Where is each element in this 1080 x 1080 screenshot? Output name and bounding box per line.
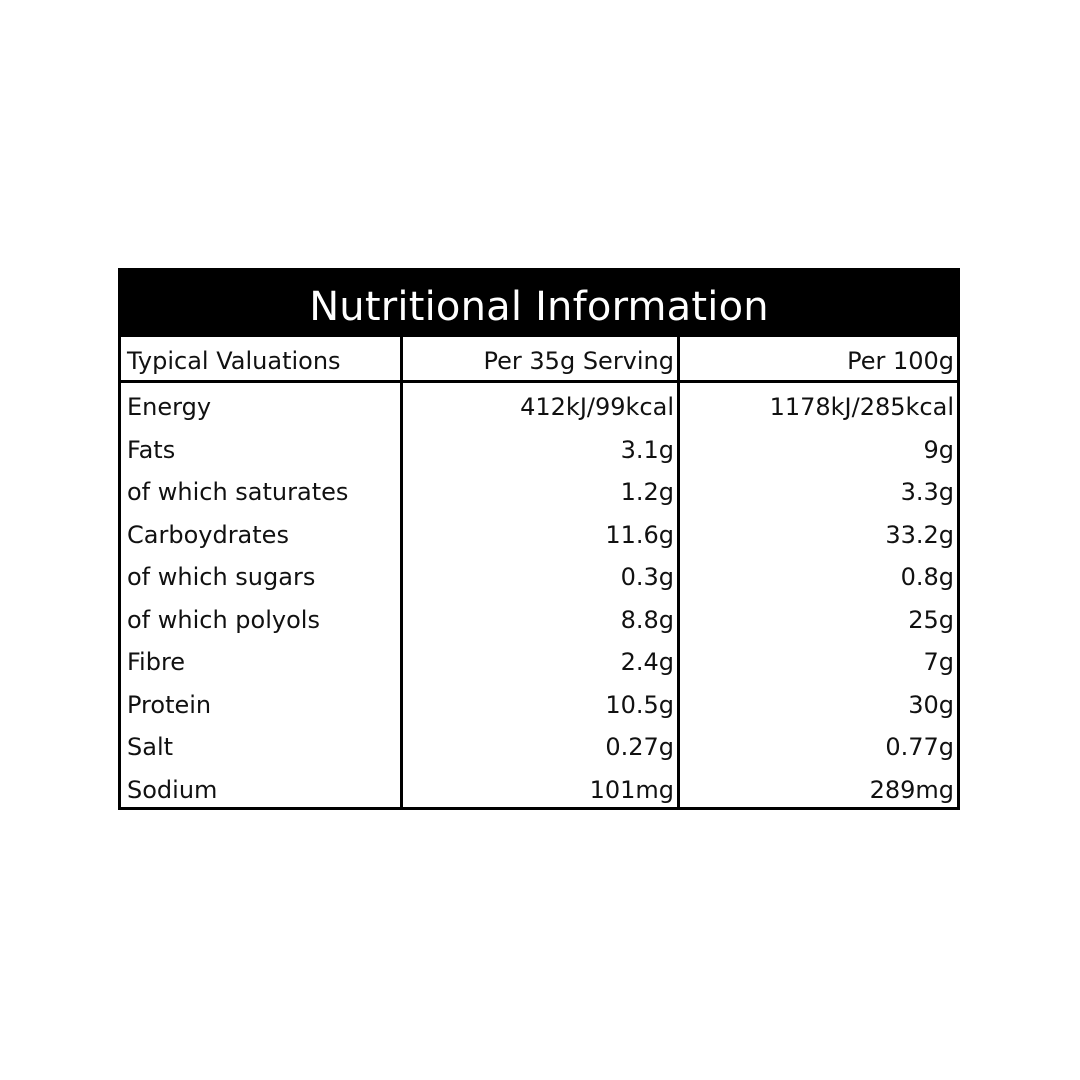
- nutrient-name: Fats: [127, 435, 176, 464]
- per-serving-value: 3.1g: [620, 435, 674, 464]
- nutrient-name: of which sugars: [127, 563, 316, 591]
- per-serving-value: 8.8g: [620, 605, 674, 634]
- per-100g-value: 3.3g: [900, 478, 954, 506]
- nutrient-name: Energy: [127, 393, 212, 421]
- per-100g-value: 25g: [908, 605, 954, 634]
- per-serving-value: 412kJ/99kcal: [520, 393, 674, 421]
- column-header-per-100g: Per 100g: [847, 347, 954, 375]
- nutrient-name: Fibre: [127, 648, 186, 676]
- header-divider: [121, 380, 957, 383]
- per-100g-value: 1178kJ/285kcal: [769, 393, 954, 421]
- per-100g-value: 33.2g: [885, 520, 954, 549]
- per-100g-value: 0.77g: [885, 733, 954, 761]
- nutrient-name: Protein: [127, 690, 212, 719]
- nutrition-table: [118, 268, 960, 810]
- per-serving-value: 2.4g: [620, 648, 674, 676]
- per-100g-value: 9g: [923, 435, 954, 464]
- nutrient-name: of which saturates: [127, 478, 349, 506]
- nutrient-name: of which polyols: [127, 605, 320, 634]
- per-serving-value: 0.3g: [620, 563, 674, 591]
- column-header-nutrient: Typical Valuations: [127, 347, 341, 375]
- per-serving-value: 10.5g: [605, 690, 674, 719]
- nutrient-name: Carboydrates: [127, 520, 289, 549]
- per-100g-value: 7g: [923, 648, 954, 676]
- per-serving-value: 11.6g: [605, 520, 674, 549]
- per-100g-value: 30g: [908, 690, 954, 719]
- per-serving-value: 101mg: [589, 775, 674, 804]
- nutrient-name: Sodium: [127, 775, 218, 804]
- per-serving-value: 0.27g: [605, 733, 674, 761]
- per-serving-value: 1.2g: [620, 478, 674, 506]
- nutrient-name: Salt: [127, 733, 174, 761]
- column-header-per-serving: Per 35g Serving: [483, 347, 674, 375]
- per-100g-value: 289mg: [869, 775, 954, 804]
- per-100g-value: 0.8g: [900, 563, 954, 591]
- table-title: Nutritional Information: [121, 271, 957, 337]
